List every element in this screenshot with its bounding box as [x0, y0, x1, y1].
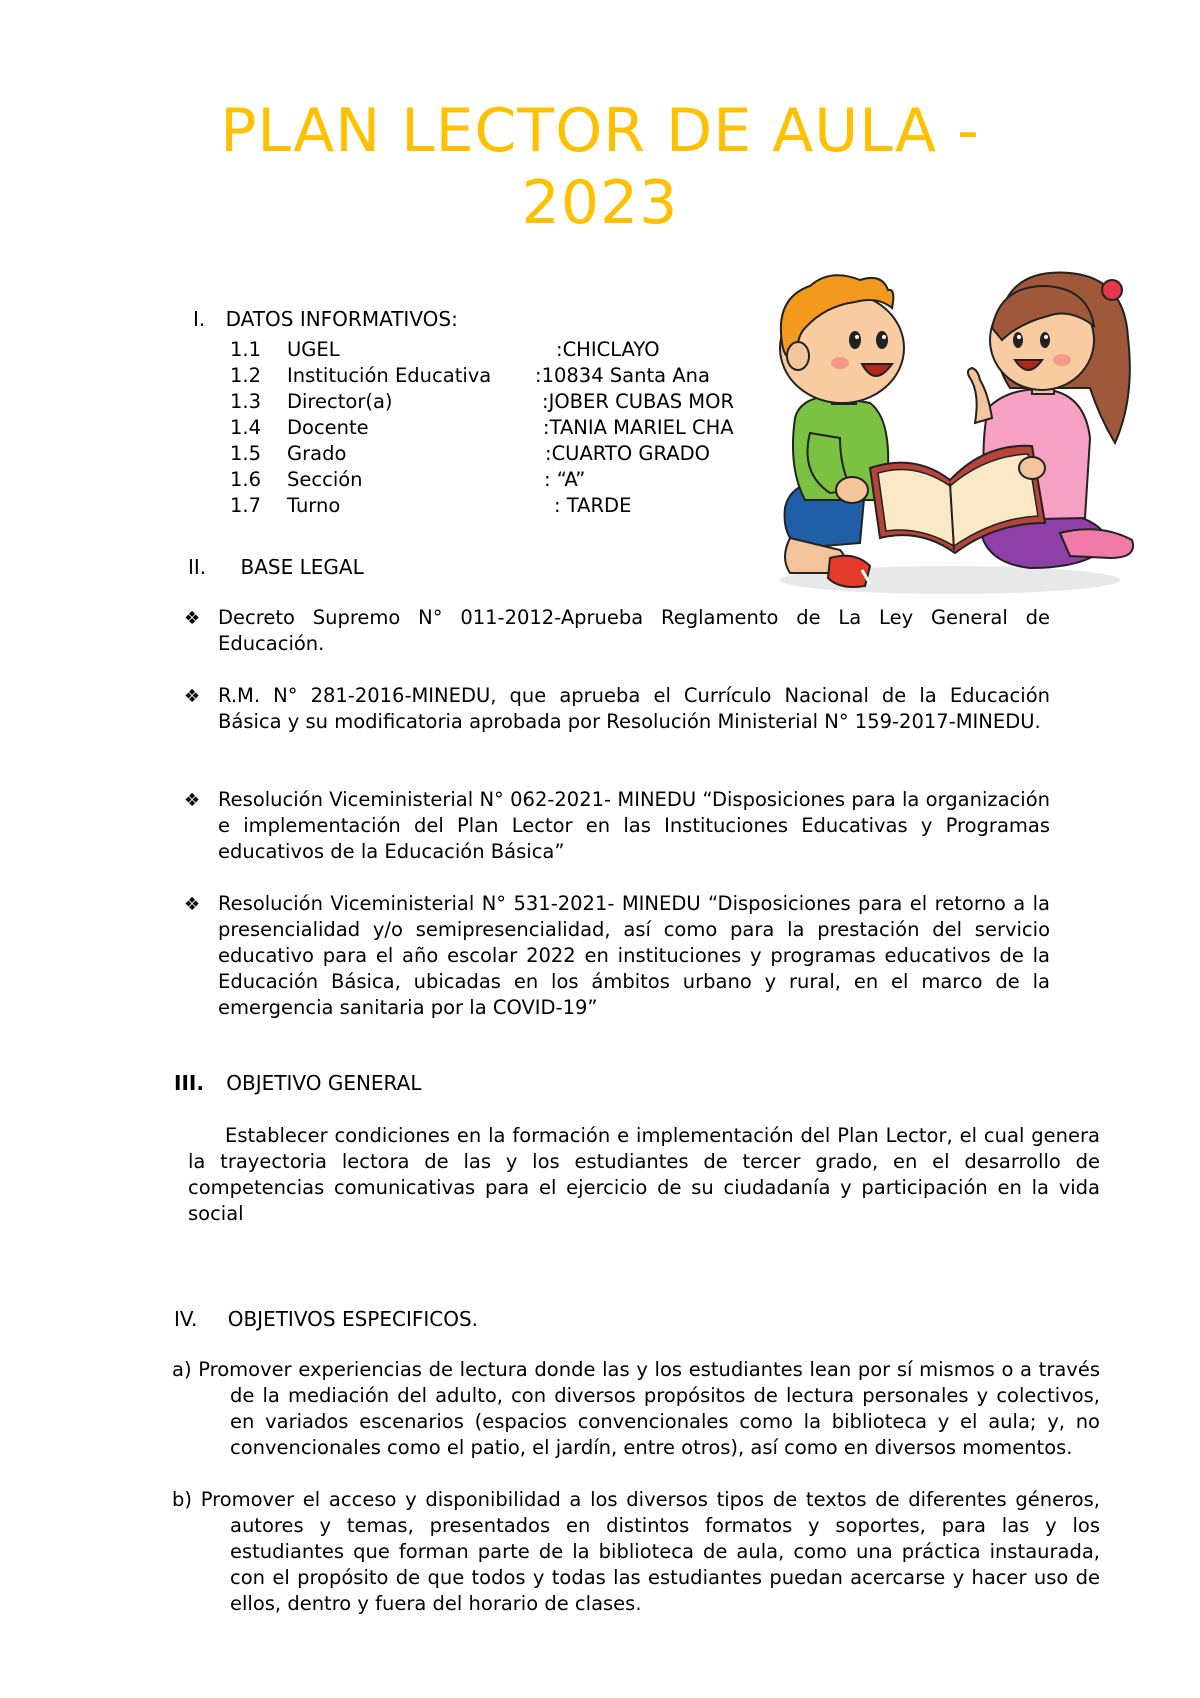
section-1-heading [193, 306, 458, 332]
legal-basis-text: Resolución Viceministerial N° 531-2021- MINEDU “Disposiciones para el retorno a la presencialidad y/o semipresencialidad, así como para la prestación del servicio educativo para el año escolar 2022 en instituciones y programas educativos de la Educación Básica, ubicadas en los ámbitos urbano y rural, en el marco de la emergencia sanitaria por la COVID-19” [218, 892, 1050, 1019]
diamond-bullet-icon: ❖ [184, 894, 201, 915]
section-3-number: III. [174, 1071, 204, 1095]
diamond-bullet-icon: ❖ [184, 790, 201, 811]
section-2-number: II. [188, 555, 207, 579]
section-2-title: BASE LEGAL [240, 555, 364, 579]
info-row-number: 1.7 [230, 494, 262, 517]
section-4-heading [174, 1306, 478, 1332]
info-row-number: 1.5 [230, 442, 262, 465]
legal-basis-text: R.M. N° 281-2016-MINEDU, que aprueba el Currículo Nacional de la Educación Básica y su modificatoria aprobada por Resolución Ministerial N° 159-2017-MINEDU. [218, 684, 1050, 733]
children-reading-illustration [770, 268, 1140, 598]
legal-basis-text: Decreto Supremo N° 011-2012-Aprueba Reglamento de La Ley General de Educación. [218, 606, 1050, 655]
info-row-label: Grado [287, 442, 347, 465]
general-objective-paragraph: Establecer condiciones en la formación e implementación del Plan Lector, el cual genera la trayectoria lectora de las y los estudiantes de tercer grado, en el desarrollo de competencias comunicativas para el ejercicio de su ciudadanía y participación en la vida social [188, 1124, 1100, 1225]
document-title-line1: PLAN LECTOR DE AULA - [220, 96, 980, 166]
section-3-title: OBJETIVO GENERAL [226, 1071, 422, 1095]
section-4-title: OBJETIVOS ESPECIFICOS. [227, 1307, 479, 1331]
specific-objective-item: a) Promover experiencias de lectura donde las y los estudiantes lean por sí mismos o a través de la mediación del adulto, con diversos propósitos de lectura personales y colectivos, en variados escenarios (espacios convencionales como la biblioteca y el aula; y, no convencionales como el patio, el jardín, entre otros), así como en diversos momentos. [172, 1358, 1100, 1459]
info-row-label: Director(a) [287, 390, 393, 413]
info-row-number: 1.2 [230, 364, 262, 387]
info-row-number: 1.1 [230, 338, 262, 361]
info-row-value: : TARDE [554, 494, 632, 517]
info-row-label: Sección [287, 468, 363, 491]
diamond-bullet-icon: ❖ [184, 686, 201, 707]
section-1-title: DATOS INFORMATIVOS: [225, 307, 458, 331]
info-row-number: 1.6 [230, 468, 262, 491]
info-row-label: UGEL [287, 338, 340, 361]
info-row-label: Institución Educativa [287, 364, 492, 387]
info-row-value: : “A” [544, 468, 586, 491]
info-row-value: :CUARTO GRADO [545, 442, 710, 465]
info-row-value: :TANIA MARIEL CHA [543, 416, 734, 439]
info-row-label: Docente [287, 416, 369, 439]
diamond-bullet-icon: ❖ [184, 608, 201, 629]
info-row-number: 1.3 [230, 390, 262, 413]
info-row-value: :JOBER CUBAS MOR [542, 390, 735, 413]
info-row-label: Turno [287, 494, 341, 517]
section-4-number: IV. [174, 1307, 198, 1331]
section-2-heading [188, 554, 364, 580]
info-row-value: :10834 Santa Ana [535, 364, 710, 387]
info-row-value: :CHICLAYO [556, 338, 660, 361]
document-title-line2: 2023 [521, 168, 679, 238]
section-1-number: I. [193, 307, 206, 331]
document-title [0, 95, 1200, 239]
section-3-heading [174, 1070, 421, 1096]
info-row-number: 1.4 [230, 416, 262, 439]
specific-objective-item: b) Promover el acceso y disponibilidad a los diversos tipos de textos de diferentes géneros, autores y temas, presentados en distintos formatos y soportes, para las y los estudiantes que forman parte de la biblioteca de aula, como una práctica instaurada, con el propósito de que todos y todas las estudiantes puedan acercarse y hacer uso de ellos, dentro y fuera del horario de clases. [172, 1488, 1100, 1615]
legal-basis-text: Resolución Viceministerial N° 062-2021- MINEDU “Disposiciones para la organización e implementación del Plan Lector en las Instituciones Educativas y Programas educativos de la Educación Básica” [218, 788, 1050, 863]
